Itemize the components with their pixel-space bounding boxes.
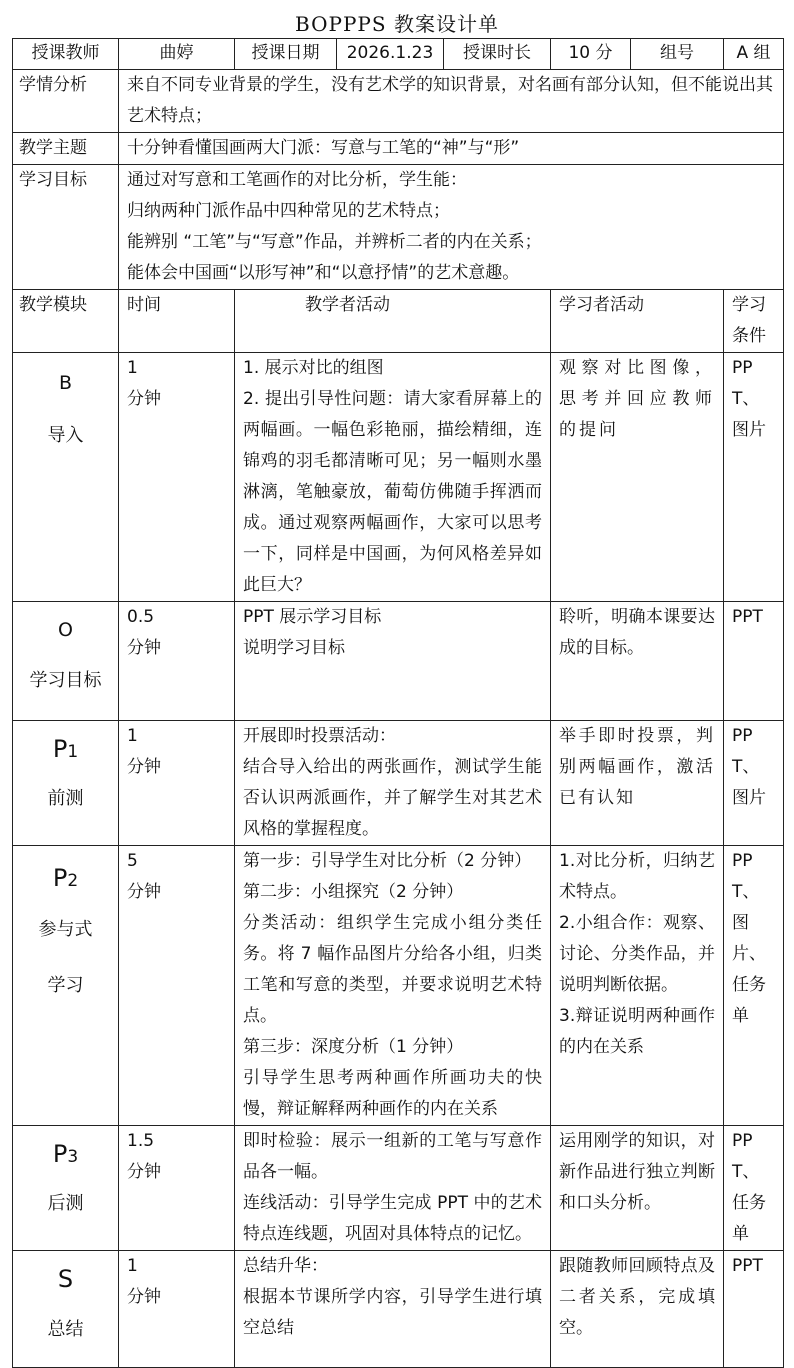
time-unit: 分钟	[127, 1162, 161, 1182]
module-letter: O	[58, 619, 73, 641]
teacher-line: 第三步：深度分析（1 分钟）	[243, 1037, 464, 1057]
group-label: 组号	[631, 39, 724, 70]
learner-activity: 聆听，明确本课要达成的目标。	[551, 602, 724, 721]
condition-line: 图片、	[732, 913, 766, 964]
condition-cell	[724, 721, 784, 846]
condition-line: PPT	[732, 1256, 763, 1276]
teacher-activity	[235, 1251, 551, 1368]
learner-activity: 观察对比图像，思考并回应教师的提问	[551, 353, 724, 602]
analysis-label: 学情分析	[13, 70, 119, 133]
goal-line: 归纳两种门派作品中四种常见的艺术特点；	[127, 201, 450, 221]
time-cell	[119, 846, 235, 1126]
condition-line: PPT、	[732, 726, 760, 777]
column-header-row	[13, 290, 784, 353]
teacher-label: 授课教师	[13, 39, 119, 70]
time-cell	[119, 1126, 235, 1251]
learner-activity: 举手即时投票，判别两幅画作，激活已有认知	[551, 721, 724, 846]
teacher-line: 引导学生思考两种画作所画功夫的快慢，辩证解释两种画作的内在关系	[243, 1068, 542, 1119]
learner-line: 3.辩证说明两种画作的内在关系	[559, 1006, 715, 1057]
letter-main: P	[52, 735, 68, 763]
module-name: 前测	[47, 788, 84, 809]
time-unit: 分钟	[127, 389, 161, 409]
time-cell	[119, 1251, 235, 1368]
condition-line: 图片	[732, 788, 766, 808]
teacher-activity	[235, 846, 551, 1126]
teacher-activity	[235, 353, 551, 602]
condition-cell	[724, 846, 784, 1126]
module-row-o	[13, 602, 784, 721]
teacher-line: 根据本节课所学内容，引导学生进行填空总结	[243, 1287, 542, 1338]
module-name: 总结	[47, 1319, 84, 1340]
condition-line: PPT	[732, 607, 763, 627]
theme-label: 教学主题	[13, 133, 119, 165]
teacher-line: 即时检验：展示一组新的工笔与写意作品各一幅。	[243, 1131, 542, 1182]
time-unit: 分钟	[127, 638, 161, 658]
module-cell	[13, 1126, 119, 1251]
letter-main: P	[52, 1140, 68, 1168]
time-value: 0.5	[127, 607, 155, 627]
date-value: 2026.1.23	[337, 39, 444, 70]
time-unit: 分钟	[127, 757, 161, 777]
goals-label: 学习目标	[13, 165, 119, 290]
letter-main: P	[52, 864, 68, 892]
condition-line: PPT、	[732, 851, 760, 902]
condition-line: 任务单	[732, 1193, 766, 1244]
theme-row	[13, 133, 784, 165]
module-row-p2	[13, 846, 784, 1126]
time-cell	[119, 602, 235, 721]
document-title: BOPPPS 教案设计单	[295, 12, 499, 36]
module-letter	[13, 864, 118, 895]
letter-sub: 3	[67, 1147, 79, 1167]
goals-text	[119, 165, 784, 290]
teacher-line: 第一步：引导学生对比分析（2 分钟）	[243, 851, 532, 871]
module-cell	[13, 353, 119, 602]
duration-value: 10 分	[551, 39, 631, 70]
teacher-line: 1. 展示对比的组图	[243, 358, 384, 378]
analysis-row	[13, 70, 784, 133]
time-value: 1	[127, 726, 138, 746]
time-value: 1	[127, 358, 138, 378]
condition-line: 任务单	[732, 975, 766, 1026]
goal-line: 能辨别 “工笔”与“写意”作品，并辨析二者的内在关系；	[127, 232, 542, 252]
theme-text: 十分钟看懂国画两大门派：写意与工笔的“神”与“形”	[119, 133, 784, 165]
condition-line: PPT、	[732, 358, 760, 409]
teacher-line: 连线活动：引导学生完成 PPT 中的艺术特点连线题，巩固对具体特点的记忆。	[243, 1193, 542, 1244]
analysis-text: 来自不同专业背景的学生，没有艺术学的知识背景，对名画有部分认知，但不能说出其艺术特点；	[119, 70, 784, 133]
module-letter: B	[58, 372, 73, 394]
goals-row	[13, 165, 784, 290]
condition-cell	[724, 353, 784, 602]
module-name-2: 学习	[47, 975, 84, 996]
module-letter	[13, 735, 118, 766]
group-value: A 组	[724, 39, 784, 70]
teacher-value: 曲婷	[119, 39, 235, 70]
teacher-line: 分类活动：组织学生完成小组分类任务。将 7 幅作品图片分给各小组，归类工笔和写意的类型，并要求说明艺术特点。	[243, 913, 542, 1026]
time-unit: 分钟	[127, 882, 161, 902]
letter-sub: 1	[67, 742, 79, 762]
time-unit: 分钟	[127, 1287, 161, 1307]
col-module: 教学模块	[13, 290, 119, 353]
teacher-activity	[235, 602, 551, 721]
learner-activity	[551, 846, 724, 1126]
date-label: 授课日期	[235, 39, 337, 70]
condition-line: 图片	[732, 420, 766, 440]
condition-cell	[724, 1251, 784, 1368]
teacher-line: 总结升华：	[243, 1256, 328, 1276]
module-name: 导入	[47, 425, 84, 446]
time-value: 1	[127, 1256, 138, 1276]
col-condition: 学习条件	[724, 290, 784, 353]
col-time: 时间	[119, 290, 235, 353]
teacher-activity	[235, 721, 551, 846]
module-letter	[13, 1140, 118, 1171]
time-value: 5	[127, 851, 138, 871]
info-row	[13, 39, 784, 70]
teacher-activity	[235, 1126, 551, 1251]
module-name: 学习目标	[29, 670, 102, 691]
time-cell	[119, 721, 235, 846]
learner-line: 2.小组合作：观察、讨论、分类作品，并说明判断依据。	[559, 913, 715, 995]
teacher-line: 第二步：小组探究（2 分钟）	[243, 882, 464, 902]
module-cell	[13, 602, 119, 721]
goal-line: 能体会中国画“以形写神”和“以意抒情”的艺术意趣。	[127, 263, 520, 283]
teacher-line: 2. 提出引导性问题：请大家看屏幕上的两幅画。一幅色彩艳丽，描绘精细，连锦鸡的羽毛都清晰可见；另一幅则水墨淋漓，笔触豪放，葡萄仿佛随手挥洒而成。通过观察两幅画作，大家可以思考一下，同样是中国画，为何风格差异如此巨大？	[243, 389, 542, 595]
module-name: 后测	[47, 1193, 84, 1214]
learner-line: 1.对比分析，归纳艺术特点。	[559, 851, 715, 902]
module-letter: S	[57, 1265, 74, 1293]
col-teacher: 教学者活动	[235, 290, 551, 353]
module-cell	[13, 1251, 119, 1368]
lesson-plan-table	[12, 38, 784, 1368]
module-row-p1	[13, 721, 784, 846]
module-row-s	[13, 1251, 784, 1368]
module-row-p3	[13, 1126, 784, 1251]
teacher-line: 说明学习目标	[243, 638, 345, 658]
teacher-line: 开展即时投票活动：	[243, 726, 396, 746]
teacher-line: 结合导入给出的两张画作，测试学生能否认识两派画作，并了解学生对其艺术风格的掌握程度。	[243, 757, 542, 839]
condition-line: PPT、	[732, 1131, 760, 1182]
condition-cell	[724, 602, 784, 721]
time-cell	[119, 353, 235, 602]
learner-activity: 运用刚学的知识，对新作品进行独立判断和口头分析。	[551, 1126, 724, 1251]
condition-cell	[724, 1126, 784, 1251]
module-cell	[13, 846, 119, 1126]
module-row-b	[13, 353, 784, 602]
module-name: 参与式	[38, 919, 93, 940]
time-value: 1.5	[127, 1131, 155, 1151]
goal-line: 通过对写意和工笔画作的对比分析，学生能：	[127, 170, 467, 190]
col-learner: 学习者活动	[551, 290, 724, 353]
letter-sub: 2	[67, 871, 79, 891]
duration-label: 授课时长	[444, 39, 551, 70]
learner-activity: 跟随教师回顾特点及二者关系，完成填空。	[551, 1251, 724, 1368]
module-cell	[13, 721, 119, 846]
teacher-line: PPT 展示学习目标	[243, 607, 382, 627]
